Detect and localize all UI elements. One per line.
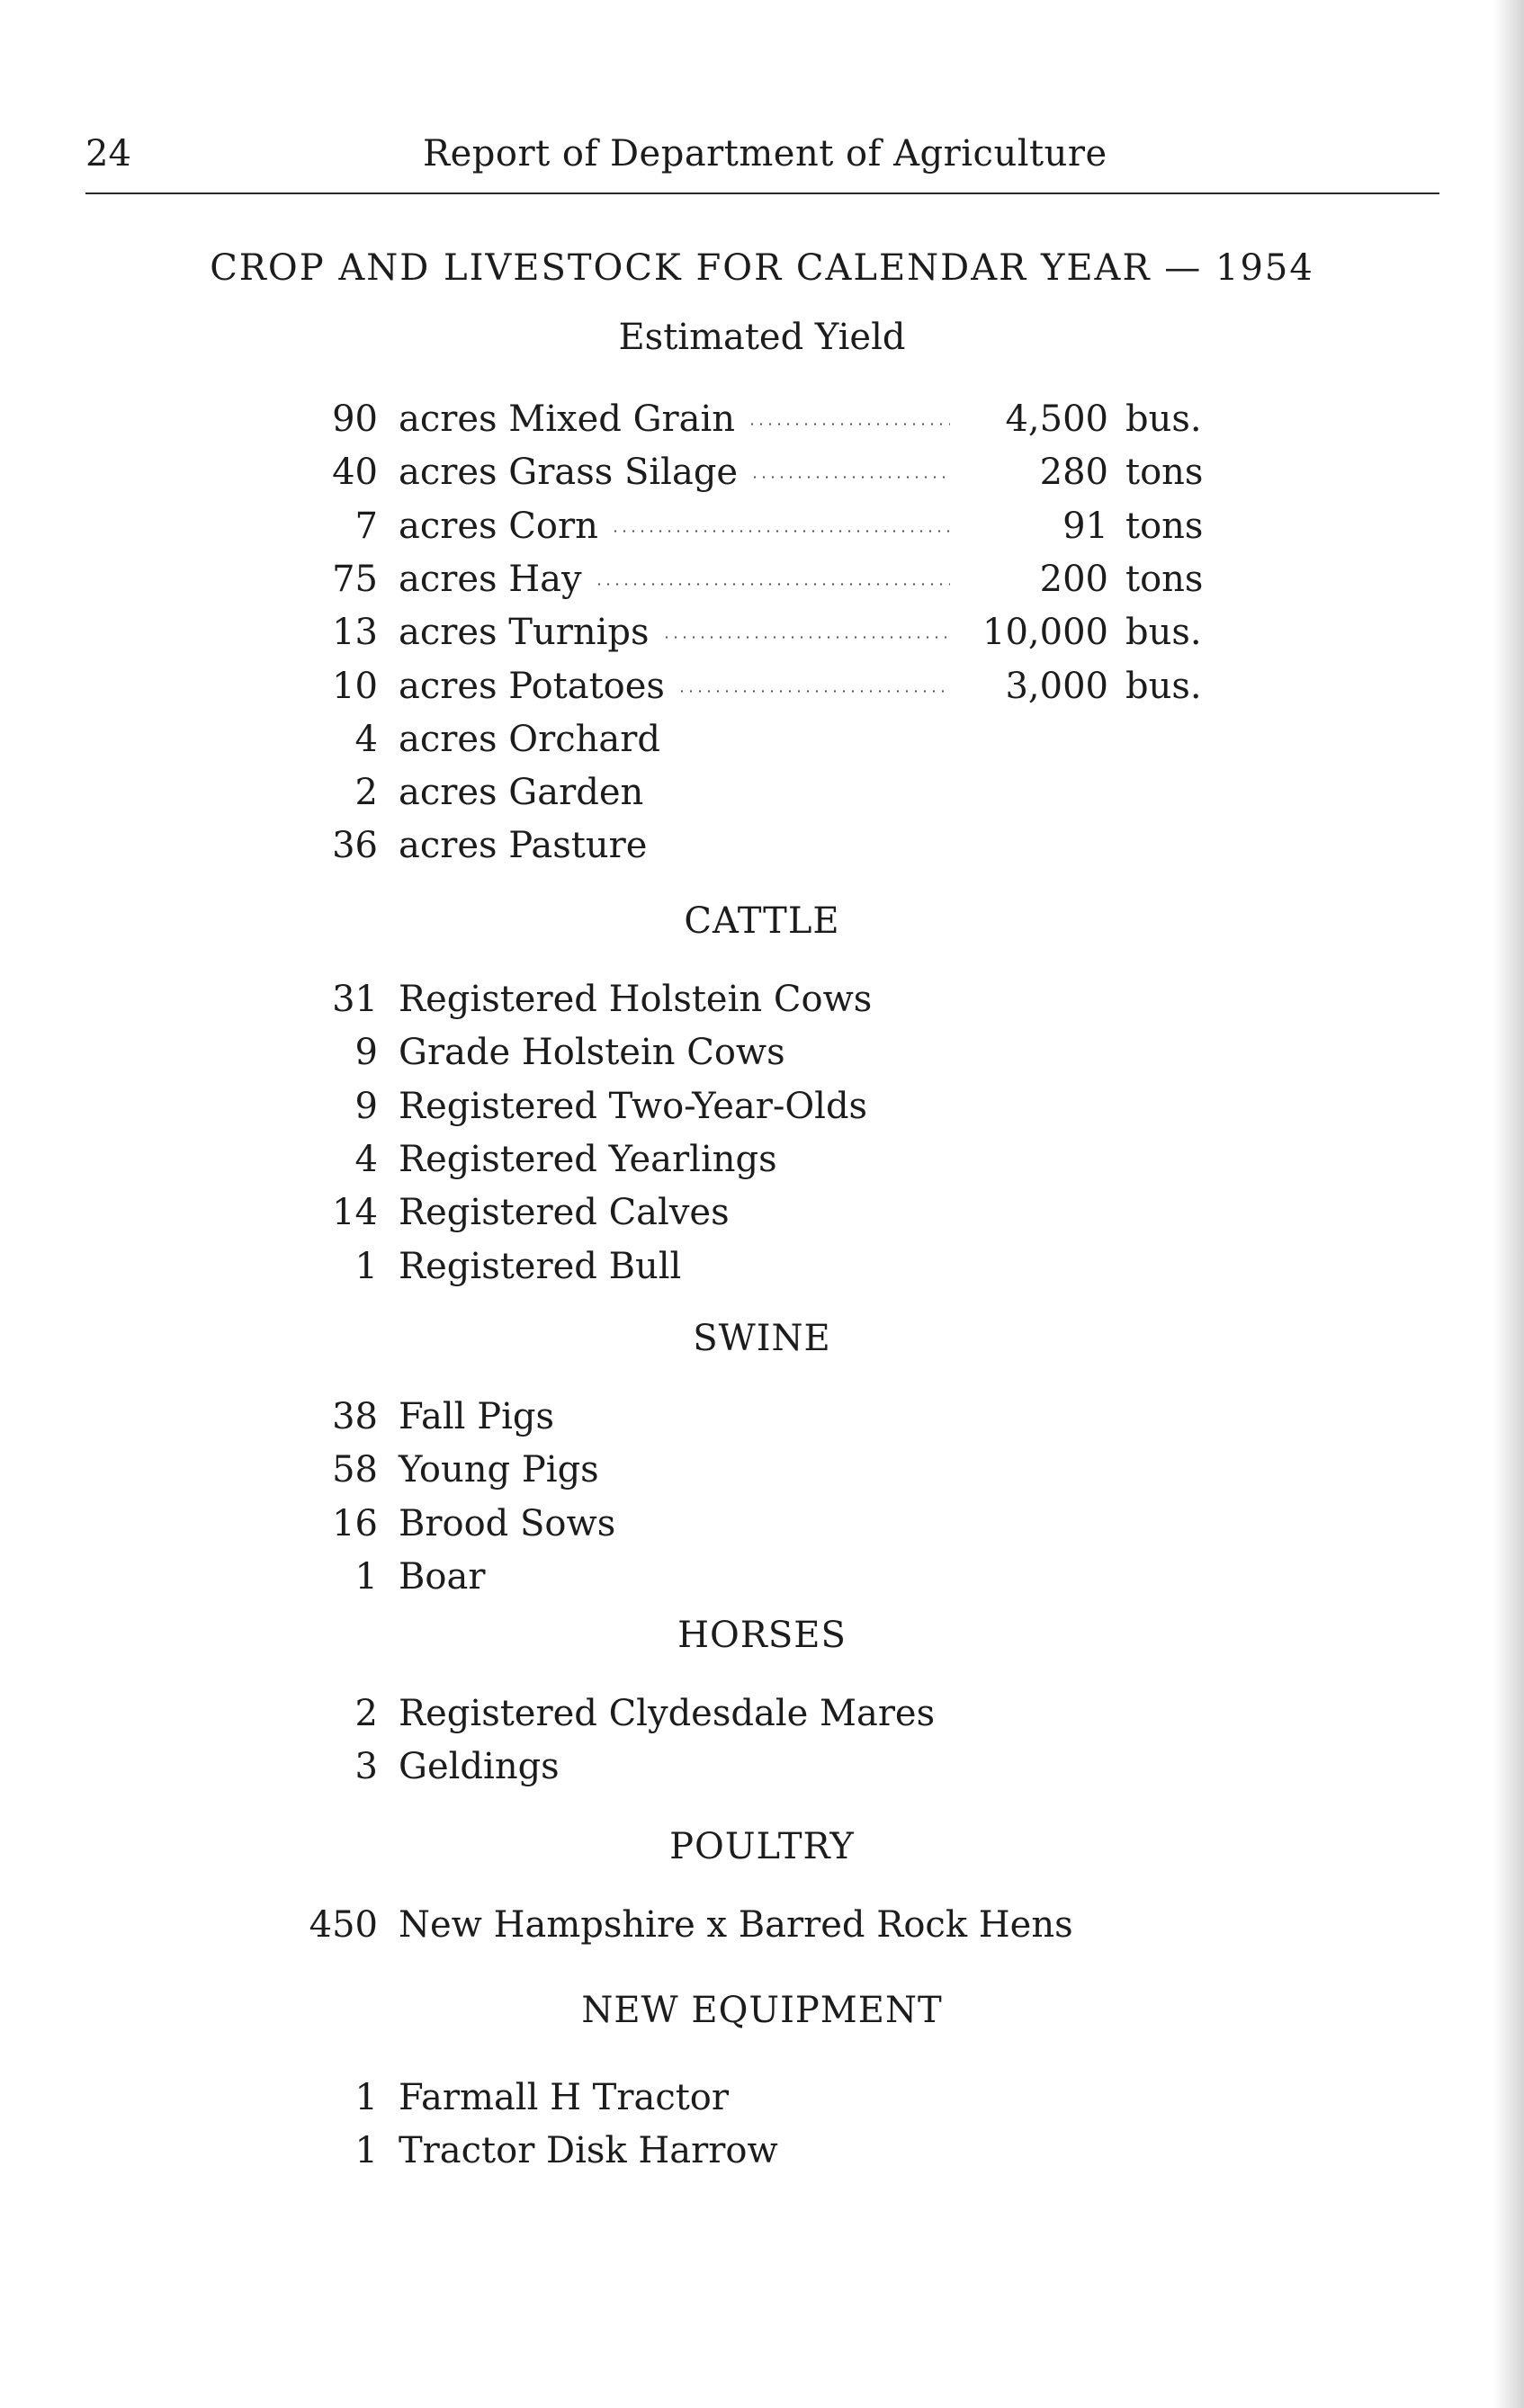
item-count: 16 xyxy=(332,1502,378,1544)
crop-row xyxy=(0,449,1524,503)
yield-quantity: 4,500 xyxy=(1005,398,1108,440)
page-subtitle: Estimated Yield xyxy=(618,317,906,358)
section-heading: HORSES xyxy=(677,1615,847,1656)
item-label: Farmall H Tractor xyxy=(399,2077,730,2118)
crop-row xyxy=(0,822,1524,876)
item-label: acres Pasture xyxy=(399,825,648,867)
list-item xyxy=(0,1902,1524,1956)
list-item xyxy=(0,1690,1524,1744)
item-count: 14 xyxy=(332,1192,378,1234)
item-label: Boar xyxy=(399,1555,486,1598)
item-label: Young Pigs xyxy=(399,1449,599,1491)
running-title: Report of Department of Agriculture xyxy=(423,133,1107,175)
item-label: acres Potatoes xyxy=(399,665,665,707)
item-label: Registered Clydesdale Mares xyxy=(399,1693,936,1734)
list-item xyxy=(0,1243,1524,1297)
item-count: 3 xyxy=(354,1746,378,1788)
yield-quantity: 280 xyxy=(1039,452,1108,494)
section-heading: SWINE xyxy=(693,1318,831,1359)
list-item xyxy=(0,1083,1524,1137)
list-item xyxy=(0,1029,1524,1083)
yield-unit: bus. xyxy=(1125,665,1202,707)
section-heading: NEW EQUIPMENT xyxy=(581,1990,943,2031)
yield-unit: tons xyxy=(1125,505,1204,547)
item-count: 2 xyxy=(354,772,378,814)
list-item xyxy=(0,1553,1524,1607)
yield-quantity: 91 xyxy=(1062,505,1108,547)
yield-quantity: 200 xyxy=(1039,558,1108,600)
page-header xyxy=(85,133,1439,187)
item-label: acres Garden xyxy=(399,772,644,814)
list-item xyxy=(0,2127,1524,2181)
crop-row xyxy=(0,716,1524,770)
list-item xyxy=(0,1500,1524,1554)
item-count: 1 xyxy=(354,1245,378,1287)
yield-unit: tons xyxy=(1125,452,1204,494)
item-label: acres Corn xyxy=(399,505,598,547)
item-count: 9 xyxy=(354,1085,378,1127)
item-count: 31 xyxy=(332,979,378,1020)
item-count: 90 xyxy=(332,398,378,440)
item-count: 1 xyxy=(354,2077,378,2118)
list-item xyxy=(0,2074,1524,2128)
item-count: 4 xyxy=(354,1138,378,1180)
item-label: acres Grass Silage xyxy=(399,452,739,494)
item-label: Registered Bull xyxy=(399,1245,682,1287)
crop-row xyxy=(0,609,1524,663)
item-label: acres Hay xyxy=(399,558,582,600)
item-count: 36 xyxy=(332,825,378,867)
item-count: 75 xyxy=(332,558,378,600)
item-count: 2 xyxy=(354,1693,378,1734)
crop-row xyxy=(0,663,1524,717)
yield-quantity: 10,000 xyxy=(982,612,1108,654)
item-label: Geldings xyxy=(399,1746,560,1788)
section-heading: POULTRY xyxy=(669,1826,855,1867)
item-count: 9 xyxy=(354,1032,378,1074)
item-count: 10 xyxy=(332,665,378,707)
item-count: 13 xyxy=(332,612,378,654)
crop-row xyxy=(0,503,1524,557)
crop-row xyxy=(0,396,1524,450)
item-label: acres Orchard xyxy=(399,718,660,760)
crop-row xyxy=(0,556,1524,610)
item-label: Registered Calves xyxy=(399,1192,730,1234)
item-label: Registered Yearlings xyxy=(399,1138,777,1180)
item-label: Grade Holstein Cows xyxy=(399,1032,785,1074)
item-count: 38 xyxy=(332,1396,378,1437)
list-item xyxy=(0,1393,1524,1447)
header-rule xyxy=(85,192,1439,194)
list-item xyxy=(0,1446,1524,1500)
item-count: 58 xyxy=(332,1449,378,1491)
section-heading: CATTLE xyxy=(684,900,840,942)
item-count: 40 xyxy=(332,452,378,494)
item-label: acres Turnips xyxy=(399,612,650,654)
item-label: Tractor Disk Harrow xyxy=(399,2130,778,2172)
item-count: 7 xyxy=(354,505,378,547)
yield-unit: bus. xyxy=(1125,398,1202,440)
yield-quantity: 3,000 xyxy=(1005,665,1108,707)
item-count: 1 xyxy=(354,2130,378,2172)
item-label: New Hampshire x Barred Rock Hens xyxy=(399,1904,1073,1946)
page-title: CROP AND LIVESTOCK FOR CALENDAR YEAR — 1954 xyxy=(210,247,1314,289)
item-count: 1 xyxy=(354,1555,378,1598)
item-label: Registered Holstein Cows xyxy=(399,979,873,1020)
crop-row xyxy=(0,769,1524,823)
item-label: acres Mixed Grain xyxy=(399,398,736,440)
item-label: Registered Two-Year-Olds xyxy=(399,1085,868,1127)
item-label: Fall Pigs xyxy=(399,1396,555,1437)
yield-unit: bus. xyxy=(1125,612,1202,654)
page-number: 24 xyxy=(85,133,131,175)
item-count: 4 xyxy=(354,718,378,760)
item-label: Brood Sows xyxy=(399,1502,616,1544)
item-count: 450 xyxy=(309,1904,378,1946)
list-item xyxy=(0,1189,1524,1243)
yield-unit: tons xyxy=(1125,558,1204,600)
list-item xyxy=(0,1136,1524,1190)
list-item xyxy=(0,1743,1524,1797)
list-item xyxy=(0,976,1524,1030)
